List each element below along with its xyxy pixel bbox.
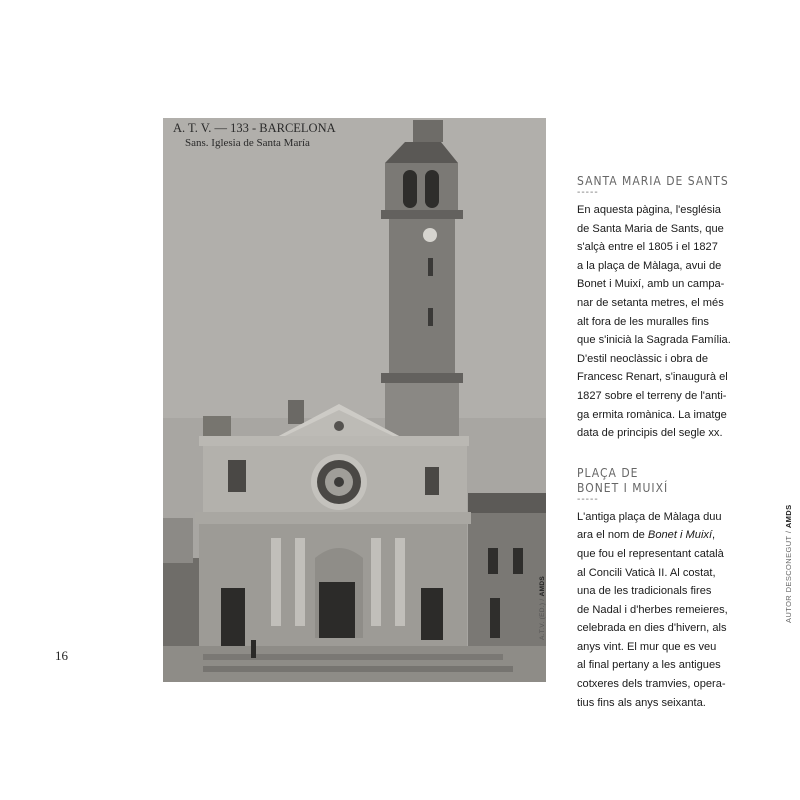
section-santa-maria [577, 174, 735, 443]
section-heading: SANTA MARIA DE SANTS [577, 174, 729, 188]
bell-tower [381, 120, 463, 445]
section-body: En aquesta pàgina, l'església de Santa Maria de Sants, que s'alçà entre el 1805 i el 1827 a la plaça de Màlaga, avui de Bonet i Muixí, amb un campa- nar de setanta metres, el més alt fora de les muralles fins que s'inicià la Sagrada Família. D'estil neoclàssic i obra de Francesc Renart, s'inaugurà el 1827 sobre el terreny de l'anti- ga ermita romànica. La imatge data de principis del segle xx. [577, 204, 731, 440]
church-photo [163, 118, 546, 682]
photo-credit: A.T.V. (ED.) / AMDS [539, 576, 546, 640]
section-placa [577, 466, 735, 713]
page-number: 16 [55, 648, 68, 663]
heading-dashes: ----- [577, 187, 599, 198]
section-heading: PLAÇA DE BONET I MUIXÍ [577, 465, 669, 495]
heading-dashes: ----- [577, 493, 599, 505]
church-facade [195, 400, 471, 646]
side-credit: AUTOR DESCONEGUT / AMDS [784, 504, 793, 623]
text-column [577, 174, 735, 712]
section-body: L'antiga plaça de Màlaga duu ara el nom de Bonet i Muixí, que fou el representant català al Concili Vaticà II. Al costat, una de les tradicionals fires de Nadal i d'herbes remeieres, celebrada en dies d'hivern, als anys vint. El mur que es veu al final pertany a les antigues cotxeres dels tramvies, opera- tius fins als anys seixanta. [577, 510, 728, 709]
photo-caption-line1: A. T. V. — 133 - BARCELONA [173, 121, 336, 135]
photo-caption-line2: Sans. Iglesia de Santa María [185, 137, 310, 149]
